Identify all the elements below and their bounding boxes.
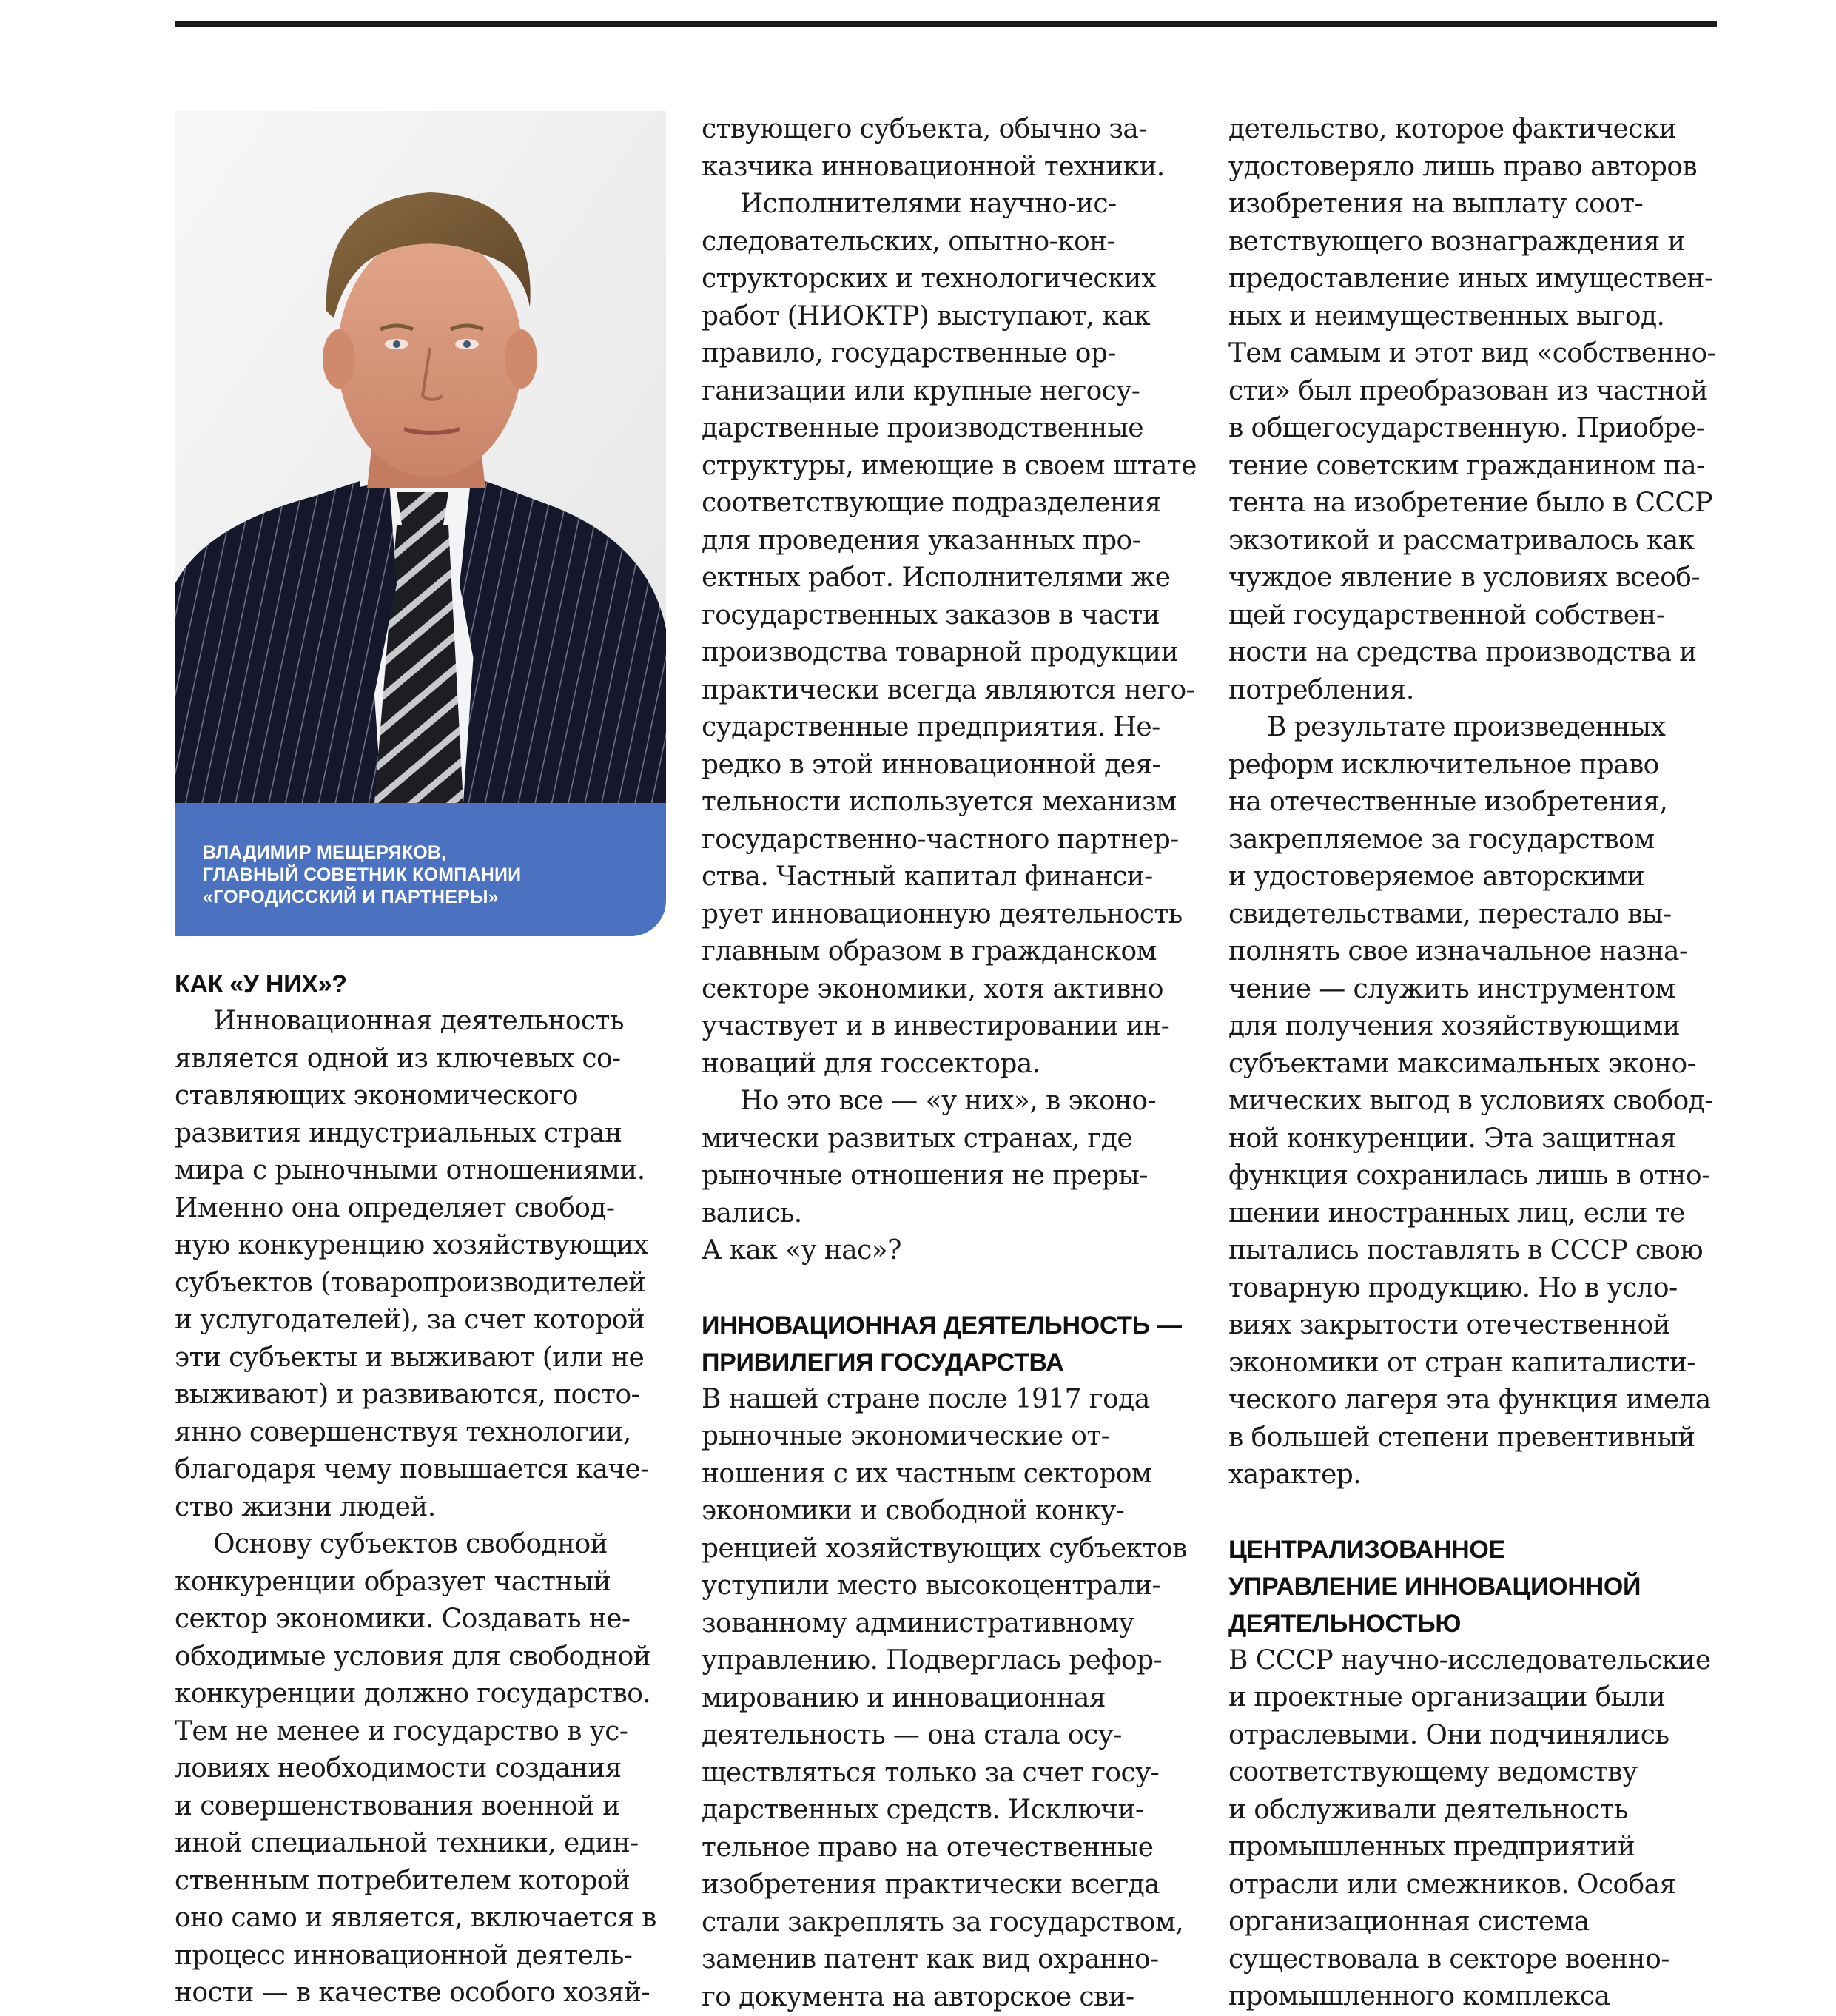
text-line: сектор экономики. Создавать не-: [175, 1604, 631, 1634]
column-2-body-bottom: [702, 1381, 1212, 2016]
text-line: и обслуживали деятельность: [1228, 1794, 1628, 1825]
column-3-body-bottom: [1228, 1642, 1739, 2016]
text-line: редко в этой инновационной дея-: [702, 749, 1161, 780]
text-line: чение — служить инструментом: [1228, 973, 1675, 1004]
text-line: существовала в секторе военно-: [1228, 1943, 1669, 1975]
text-line: Тем самым и этот вид «собственно-: [1228, 338, 1716, 369]
text-line: сти» был преобразован из частной: [1228, 375, 1708, 406]
text-line: Но это все — «у них», в эконо-: [740, 1086, 1157, 1116]
text-line: закрепляемое за государством: [1228, 824, 1655, 855]
caption-line: ВЛАДИМИР МЕЩЕРЯКОВ,: [203, 842, 447, 863]
text-line: дарственных средств. Исключи-: [702, 1795, 1144, 1825]
text-line: го документа на авторское сви-: [702, 1981, 1134, 2012]
text-line: янно совершенствуя технологии,: [175, 1417, 631, 1448]
text-line: структорских и технологических: [702, 263, 1156, 294]
text-line: полнять свое изначальное назна-: [1228, 936, 1688, 967]
text-line: ренцией хозяйствующих субъектов: [702, 1533, 1187, 1564]
text-line: конкуренции образует частный: [175, 1566, 611, 1597]
caption-line: «ГОРОДИССКИЙ И ПАРТНЕРЫ»: [203, 887, 499, 907]
spacer: [1228, 1494, 1739, 1531]
text-line: иной специальной техники, един-: [175, 1828, 639, 1858]
text-line: отраслевыми. Они подчинялись: [1228, 1719, 1669, 1750]
text-line: ную конкуренцию хозяйствующих: [175, 1230, 648, 1260]
text-line: рует инновационную деятельность: [702, 898, 1183, 930]
text-line: товарную продукцию. Но в усло-: [1228, 1272, 1678, 1303]
text-line: В нашей стране после 1917 года: [702, 1383, 1150, 1414]
text-line: ствующего субъекта, обычно за-: [702, 114, 1147, 144]
text-line: мира с рыночными отношениями.: [175, 1155, 645, 1186]
text-line: А как «у нас»?: [702, 1235, 901, 1266]
text-line: ной конкуренции. Эта защитная: [1228, 1123, 1676, 1154]
text-line: ветствующего вознаграждения и: [1228, 226, 1685, 257]
text-line: ности на средства производства и: [1228, 637, 1697, 668]
text-line: ектных работ. Исполнителями же: [702, 562, 1171, 593]
text-line: Основу субъектов свободной: [213, 1529, 608, 1559]
text-line: выживают) и развиваются, посто-: [175, 1380, 640, 1410]
text-line: конкуренции должно государство.: [175, 1679, 651, 1709]
text-line: благодаря чему повышается каче-: [175, 1454, 649, 1485]
text-line: оно само и является, включается в: [175, 1903, 656, 1933]
text-line: казчика инновационной техники.: [702, 151, 1165, 182]
text-line: ставляющих экономического: [175, 1081, 578, 1111]
text-line: характер.: [1228, 1459, 1362, 1490]
text-line: в большей степени превентивный: [1228, 1422, 1695, 1453]
top-rule: [175, 21, 1717, 27]
text-line: субъектами максимальных эконо-: [1228, 1048, 1696, 1079]
text-line: детельство, которое фактически: [1228, 114, 1677, 144]
text-line: Тем не менее и государство в ус-: [175, 1716, 628, 1747]
text-line: работ (НИОКТР) выступают, как: [702, 300, 1150, 332]
photo-caption: [175, 803, 666, 936]
text-line: функция сохранилась лишь в отно-: [1228, 1160, 1710, 1191]
text-line: тельности используется механизм: [702, 787, 1177, 817]
text-line: удостоверяло лишь право авторов: [1228, 151, 1698, 182]
text-line: зованному административному: [702, 1607, 1134, 1639]
caption-line: ГЛАВНЫЙ СОВЕТНИК КОМПАНИИ: [203, 864, 522, 885]
text-line: структуры, имеющие в своем штате: [702, 450, 1197, 481]
text-line: шении иностранных лиц, если те: [1228, 1197, 1685, 1229]
spacer: [702, 1270, 1212, 1307]
text-line: свидетельствами, перестало вы-: [1228, 898, 1672, 930]
text-line: для проведения указанных про-: [702, 525, 1141, 556]
text-line: секторе экономики, хотя активно: [702, 973, 1163, 1004]
text-line: ношения с их частным сектором: [702, 1458, 1152, 1489]
text-line: правило, государственные ор-: [702, 338, 1116, 369]
text-line: стали закреплять за государством,: [702, 1906, 1184, 1938]
text-line: ства. Частный капитал финанси-: [702, 861, 1153, 892]
text-line: Именно она определяет свобод-: [175, 1192, 615, 1223]
portrait-photo: [175, 111, 666, 803]
text-line: обходимые условия для свободной: [175, 1641, 651, 1672]
text-line: мированию и инновационная: [702, 1682, 1106, 1713]
text-line: государственных заказов в части: [702, 599, 1160, 631]
portrait-block: [175, 111, 666, 936]
text-line: уступили место высокоцентрали-: [702, 1570, 1161, 1601]
text-line: ществляться только за счет госу-: [702, 1757, 1160, 1788]
text-line: тента на изобретение было в СССР: [1228, 488, 1712, 518]
text-line: экзотикой и рассматривалось как: [1228, 525, 1695, 556]
text-line: на отечественные изобретения,: [1228, 787, 1668, 817]
text-line: пытались поставлять в СССР свою: [1228, 1235, 1703, 1266]
text-line: ловиях необходимости создания: [175, 1753, 622, 1784]
text-line: и услугодателей), за счет которой: [175, 1305, 645, 1335]
text-line: рыночные отношения не преры-: [702, 1160, 1148, 1191]
text-line: следовательских, опытно-кон-: [702, 226, 1116, 257]
portrait-illustration: [175, 111, 666, 803]
text-line: соответствующие подразделения: [702, 488, 1161, 518]
text-line: Исполнителями научно-ис-: [740, 189, 1117, 219]
text-line: эти субъекты и выживают (или не: [175, 1342, 645, 1373]
column-2: [702, 111, 1212, 2016]
text-line: организационная система: [1228, 1906, 1590, 1937]
text-line: промышленного комплекса: [1228, 1981, 1610, 2012]
text-line: В СССР научно-исследовательские: [1228, 1644, 1711, 1676]
text-line: рыночные экономические от-: [702, 1421, 1110, 1451]
text-line: ганизации или крупные негосу-: [702, 375, 1140, 406]
section-heading-privilege-line-2: ПРИВИЛЕГИЯ ГОСУДАРСТВА: [702, 1348, 1064, 1377]
column-1-body: [175, 1003, 685, 2012]
text-line: промышленных предприятий: [1228, 1832, 1635, 1862]
column-2-body-top: [702, 111, 1212, 1270]
section-heading-centralized-line-2: УПРАВЛЕНИЕ ИННОВАЦИОННОЙ: [1228, 1572, 1641, 1601]
text-line: развития индустриальных стран: [175, 1118, 622, 1149]
text-line: практически всегда являются него-: [702, 674, 1195, 705]
text-line: производства товарной продукции: [702, 637, 1179, 668]
text-line: реформ исключительное право: [1228, 749, 1659, 780]
text-line: отрасли или смежников. Особая: [1228, 1869, 1676, 1900]
text-line: щей государственной собствен-: [1228, 599, 1665, 631]
text-line: тение советским гражданином па-: [1228, 450, 1705, 481]
text-line: виях закрытости отечественной: [1228, 1310, 1671, 1340]
section-heading-centralized-line-3: ДЕЯТЕЛЬНОСТЬЮ: [1228, 1609, 1462, 1638]
column-3-body-top: [1228, 111, 1739, 1494]
text-line: вались.: [702, 1197, 802, 1229]
text-line: дарственные производственные: [702, 413, 1143, 443]
section-heading-centralized: ЦЕНТРАЛИЗОВАННОЕ: [1228, 1535, 1505, 1564]
text-line: главным образом в гражданском: [702, 936, 1157, 967]
text-line: является одной из ключевых со-: [175, 1043, 621, 1074]
text-line: чуждое явление в условиях всеоб-: [1228, 562, 1700, 593]
text-line: ных и неимущественных выгод.: [1228, 300, 1665, 332]
text-line: Инновационная деятельность: [213, 1006, 624, 1036]
text-line: и совершенствования военной и: [175, 1790, 620, 1821]
text-line: мических выгод в условиях свобод-: [1228, 1086, 1713, 1116]
text-line: государственно-частного партнер-: [702, 824, 1179, 855]
column-3: [1228, 111, 1739, 2016]
text-line: деятельность — она стала осу-: [702, 1720, 1122, 1750]
text-line: новаций для госсектора.: [702, 1048, 1040, 1079]
text-line: соответствующему ведомству: [1228, 1757, 1638, 1787]
column-1: [175, 111, 685, 2012]
text-line: мически развитых странах, где: [702, 1123, 1133, 1154]
text-line: тельное право на отечественные: [702, 1832, 1154, 1863]
text-line: для получения хозяйствующими: [1228, 1011, 1681, 1041]
text-line: и проектные организации были: [1228, 1682, 1666, 1713]
text-line: субъектов (товаропроизводителей: [175, 1267, 646, 1298]
text-line: управлению. Подверглась рефор-: [702, 1645, 1163, 1676]
text-line: В результате произведенных: [1267, 712, 1666, 742]
text-line: ческого лагеря эта функция имела: [1228, 1385, 1711, 1415]
text-line: экономики и свободной конку-: [702, 1496, 1125, 1526]
text-line: участвует и в инвестировании ин-: [702, 1011, 1170, 1041]
text-line: заменив патент как вид охранно-: [702, 1944, 1159, 1975]
text-line: в общегосударственную. Приобре-: [1228, 413, 1705, 443]
text-line: процесс инновационной деятель-: [175, 1940, 633, 1971]
text-line: изобретения практически всегда: [702, 1869, 1160, 1900]
text-line: потребления.: [1228, 674, 1414, 705]
section-heading-kak-u-nih: КАК «У НИХ»?: [175, 970, 347, 998]
text-line: и удостоверяемое авторскими: [1228, 861, 1645, 892]
text-line: изобретения на выплату соот-: [1228, 189, 1644, 219]
section-heading-privilege: ИННОВАЦИОННАЯ ДЕЯТЕЛЬНОСТЬ —: [702, 1311, 1182, 1340]
text-line: предоставление иных имуществен-: [1228, 263, 1713, 294]
text-line: ственным потребителем которой: [175, 1865, 631, 1896]
text-line: экономики от стран капиталисти-: [1228, 1347, 1695, 1378]
text-line: сударственные предприятия. Не-: [702, 712, 1160, 742]
text-line: ство жизни людей.: [175, 1491, 436, 1522]
text-line: ности — в качестве особого хозяй-: [175, 1978, 650, 2008]
